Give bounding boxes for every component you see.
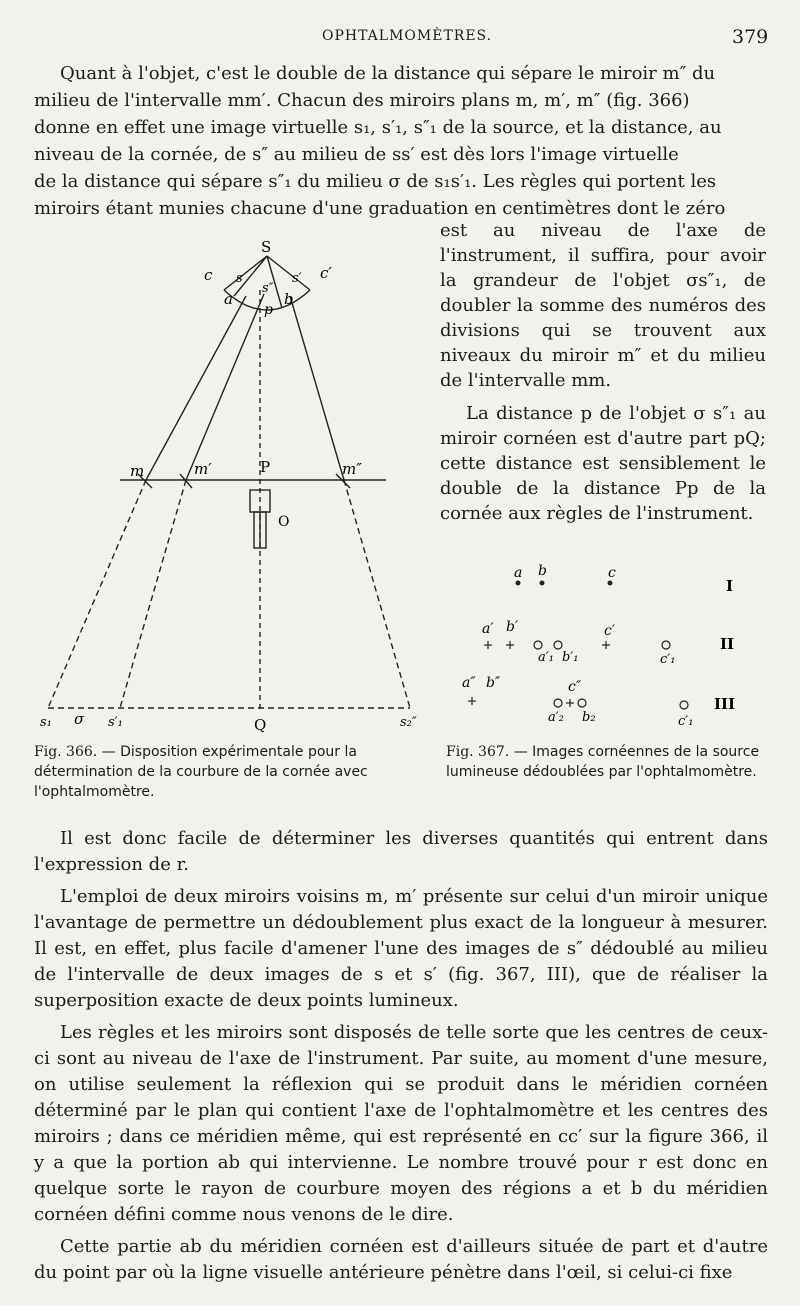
figure-366-caption-text: — Disposition expérimentale pour la détermination de la courbure de la cornée avec l'ophtalmomètre. — [34, 744, 368, 800]
row2-label-a1: a′₁ — [538, 650, 554, 665]
label-sigma: σ — [74, 710, 85, 728]
body-paragraph-4: Cette partie ab du méridien cornéen est d'ailleurs située de part et d'autre du point par où la ligne visuelle antérieure pénètre dans l'œil, si celui-ci fixe — [34, 1236, 768, 1283]
top-line-4: niveau de la cornée, de s″ au milieu de ss′ est dès lors l'image virtuelle — [34, 144, 679, 165]
right-col-paragraph-1: est au niveau de l'axe de l'instrument, il suffira, pour avoir la grandeur de l'objet σs″₁, de doubler la somme des numéros des divisions qui se trouvent aux niveaux du miroir m″ et du milieu de l'intervalle mm. — [440, 220, 766, 391]
figure-367-caption-text: — Images cornéennes de la source lumineuse dédoublées par l'ophtalmomètre. — [446, 744, 760, 780]
figure-367-caption-label: Fig. 367. — [446, 744, 510, 760]
row1-roman: I — [726, 577, 734, 595]
right-col-paragraph-2: La distance p de l'objet σ s″₁ au miroir cornéen est d'autre part pQ; cette distance est sensiblement le double de la distance Pp de la cornée aux règles de l'instrument. — [440, 403, 766, 524]
top-line-6: miroirs étant munies chacune d'une graduation en centimètres dont le zéro — [34, 198, 726, 219]
figure-366-caption-label: Fig. 366. — [34, 744, 98, 760]
row2-label-b1: b′₁ — [562, 650, 579, 665]
row2-roman: II — [720, 635, 735, 653]
row2-label-b: b′ — [506, 619, 519, 635]
row3-label-a2: a′₂ — [548, 710, 564, 725]
row2-label-a: a′ — [482, 621, 494, 637]
body-paragraph-2: L'emploi de deux miroirs voisins m, m′ présente sur celui d'un miroir unique l'avantage de permettre un dédoublement plus exact de la longueur à mesurer. Il est, en effet, plus facile d'amener l'une des images de s″ dédoublé au milieu de l'intervalle de deux images de s et s′ (fig. 367, III), que de réaliser la superposition exacte de deux points lumineux. — [34, 886, 768, 1011]
row2-label-c: c′ — [604, 623, 616, 639]
running-title: OPHTALMOMÈTRES. — [322, 28, 493, 44]
row1-label-b: b — [538, 563, 547, 579]
label-p: p — [264, 302, 273, 318]
row3-roman: III — [714, 695, 736, 713]
label-s1-prime: s′₁ — [108, 715, 123, 730]
row3-label-b2: b₂ — [582, 710, 596, 725]
label-m: m — [130, 462, 145, 480]
label-s: s — [236, 271, 243, 286]
label-b: b — [284, 290, 294, 308]
label-P: P — [260, 458, 271, 476]
top-line-5: de la distance qui sépare s″₁ du milieu σ de s₁s′₁. Les règles qui portent les — [34, 171, 717, 192]
top-line-2: milieu de l'intervalle mm′. Chacun des miroirs plans m, m′, m″ (fig. 366) — [34, 90, 690, 111]
row3-label-b: b″ — [486, 675, 501, 691]
label-m-prime: m′ — [194, 460, 212, 478]
row1-label-a: a — [514, 565, 523, 581]
top-line-3: donne en effet une image virtuelle s₁, s′₁, s″₁ de la source, et la distance, au — [34, 117, 722, 138]
label-s-prime: s′ — [292, 271, 302, 286]
body-paragraph-3: Les règles et les miroirs sont disposés de telle sorte que les centres de ceux-ci sont au niveau de l'axe de l'instrument. Par suite, au moment d'une mesure, on utilise seulement la réflexion qui se produit dans le méridien cornéen déterminé par le plan qui contient l'axe de l'ophtalmomètre et les centres des miroirs ; dans ce méridien même, qui est représenté en cc′ sur la figure 366, il y a que la portion ab qui intervienne. Le nombre trouvé pour r est donc en quelque sorte le rayon de courbure moyen des régions a et b du méridien cornéen défini comme nous venons de le dire. — [34, 1022, 768, 1225]
label-s-second: s″ — [262, 281, 274, 296]
figure-367-caption — [446, 742, 768, 782]
figure-366-caption — [34, 742, 430, 802]
label-s2-second: s₂″ — [400, 715, 417, 730]
figure-366-diagram — [34, 234, 442, 732]
label-a: a — [224, 290, 233, 308]
label-c: c — [204, 266, 213, 284]
body-paragraph-1: Il est donc facile de déterminer les diverses quantités qui entrent dans l'expression de r. — [34, 828, 768, 875]
right-column-text — [440, 218, 766, 526]
figure-367-diagram — [450, 555, 770, 735]
body-text — [34, 826, 768, 1286]
label-S: S — [261, 238, 272, 256]
row2-label-c1: c′₁ — [660, 652, 676, 667]
label-O: O — [278, 514, 290, 530]
row1-label-c: c — [608, 565, 616, 581]
page-header — [0, 28, 800, 52]
row3-label-a: a″ — [462, 675, 476, 691]
label-m-second: m″ — [342, 460, 362, 478]
label-s1: s₁ — [40, 715, 52, 730]
top-line-1: Quant à l'objet, c'est le double de la distance qui sépare le miroir m″ du — [60, 63, 716, 84]
label-c-prime: c′ — [320, 264, 332, 282]
top-paragraph — [34, 60, 768, 222]
label-Q: Q — [254, 716, 267, 732]
page-number: 379 — [732, 26, 769, 48]
row3-label-c1: c′₁ — [678, 714, 694, 729]
row3-label-c: c″ — [568, 679, 582, 695]
